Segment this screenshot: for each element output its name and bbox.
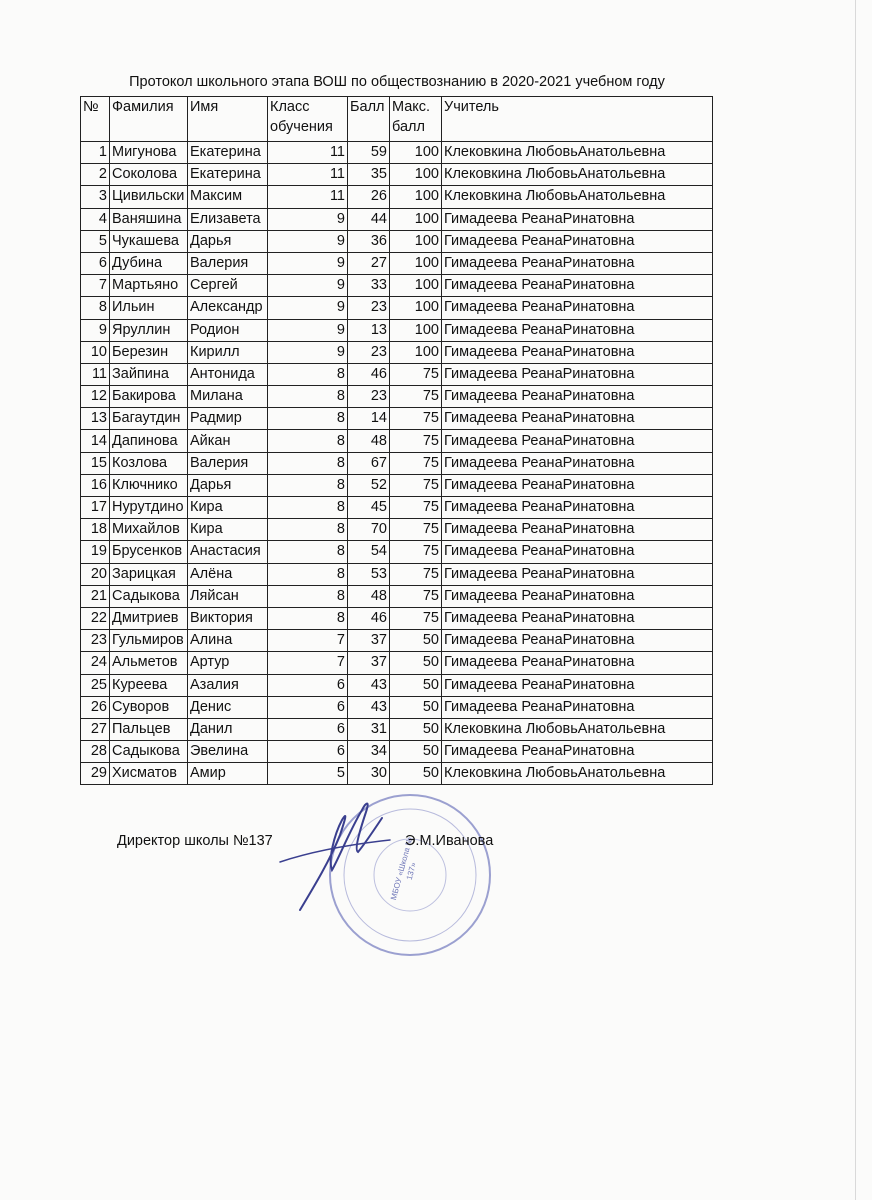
table-header-row	[81, 97, 713, 142]
first-name-cell: Денис	[188, 696, 268, 718]
first-name-cell: Дарья	[188, 230, 268, 252]
grade-cell: 8	[268, 452, 348, 474]
teacher-cell: Гимадеева РеанаРинатовна	[442, 674, 713, 696]
grade-cell: 7	[268, 652, 348, 674]
score-cell: 43	[348, 696, 390, 718]
row-number-cell: 19	[81, 541, 110, 563]
surname-cell: Садыкова	[110, 741, 188, 763]
surname-cell: Альметов	[110, 652, 188, 674]
max-score-cell: 75	[390, 519, 442, 541]
score-cell: 43	[348, 674, 390, 696]
max-score-cell: 100	[390, 186, 442, 208]
surname-cell: Зарицкая	[110, 563, 188, 585]
table-row	[81, 607, 713, 629]
row-number-cell: 20	[81, 563, 110, 585]
first-name-cell: Валерия	[188, 452, 268, 474]
row-number-cell: 23	[81, 630, 110, 652]
first-name-cell: Амир	[188, 763, 268, 785]
max-score-cell: 100	[390, 275, 442, 297]
row-number-cell: 10	[81, 341, 110, 363]
surname-cell: Козлова	[110, 452, 188, 474]
grade-cell: 9	[268, 341, 348, 363]
max-score-cell: 100	[390, 230, 442, 252]
surname-cell: Михайлов	[110, 519, 188, 541]
first-name-cell: Максим	[188, 186, 268, 208]
surname-cell: Березин	[110, 341, 188, 363]
row-number-cell: 1	[81, 142, 110, 164]
grade-cell: 8	[268, 497, 348, 519]
surname-cell: Ваняшина	[110, 208, 188, 230]
max-score-cell: 100	[390, 164, 442, 186]
max-score-cell: 75	[390, 474, 442, 496]
first-name-cell: Кира	[188, 519, 268, 541]
table-body	[81, 142, 713, 785]
surname-cell: Куреева	[110, 674, 188, 696]
table-row	[81, 319, 713, 341]
grade-cell: 6	[268, 696, 348, 718]
first-name-cell: Дарья	[188, 474, 268, 496]
row-number-cell: 8	[81, 297, 110, 319]
table-row	[81, 652, 713, 674]
grade-cell: 6	[268, 741, 348, 763]
director-name: Э.М.Иванова	[405, 833, 494, 849]
max-score-cell: 100	[390, 341, 442, 363]
max-score-cell: 50	[390, 741, 442, 763]
row-number-cell: 18	[81, 519, 110, 541]
grade-cell: 8	[268, 607, 348, 629]
teacher-cell: Клековкина ЛюбовьАнатольевна	[442, 164, 713, 186]
table-row	[81, 297, 713, 319]
teacher-cell: Гимадеева РеанаРинатовна	[442, 208, 713, 230]
max-score-cell: 75	[390, 452, 442, 474]
grade-cell: 11	[268, 142, 348, 164]
surname-cell: Дубина	[110, 252, 188, 274]
surname-cell: Зайпина	[110, 363, 188, 385]
surname-cell: Ильин	[110, 297, 188, 319]
max-score-cell: 50	[390, 630, 442, 652]
max-score-cell: 75	[390, 497, 442, 519]
score-cell: 31	[348, 718, 390, 740]
first-name-cell: Валерия	[188, 252, 268, 274]
max-score-cell: 75	[390, 585, 442, 607]
table-row	[81, 275, 713, 297]
row-number-cell: 21	[81, 585, 110, 607]
score-cell: 27	[348, 252, 390, 274]
teacher-cell: Гимадеева РеанаРинатовна	[442, 474, 713, 496]
table-row	[81, 541, 713, 563]
teacher-cell: Гимадеева РеанаРинатовна	[442, 563, 713, 585]
surname-cell: Дмитриев	[110, 607, 188, 629]
surname-cell: Гульмиров	[110, 630, 188, 652]
score-cell: 46	[348, 607, 390, 629]
score-cell: 67	[348, 452, 390, 474]
first-name-cell: Айкан	[188, 430, 268, 452]
max-score-cell: 75	[390, 408, 442, 430]
surname-cell: Цивильски	[110, 186, 188, 208]
max-score-cell: 100	[390, 319, 442, 341]
max-score-cell: 100	[390, 297, 442, 319]
table-row	[81, 164, 713, 186]
teacher-cell: Гимадеева РеанаРинатовна	[442, 630, 713, 652]
first-name-cell: Кирилл	[188, 341, 268, 363]
row-number-cell: 14	[81, 430, 110, 452]
teacher-cell: Гимадеева РеанаРинатовна	[442, 696, 713, 718]
score-cell: 13	[348, 319, 390, 341]
header-number: №	[81, 97, 110, 142]
grade-cell: 6	[268, 718, 348, 740]
director-signature	[270, 790, 410, 920]
surname-cell: Мигунова	[110, 142, 188, 164]
header-surname: Фамилия	[110, 97, 188, 142]
score-cell: 37	[348, 652, 390, 674]
first-name-cell: Кира	[188, 497, 268, 519]
row-number-cell: 26	[81, 696, 110, 718]
teacher-cell: Гимадеева РеанаРинатовна	[442, 607, 713, 629]
teacher-cell: Гимадеева РеанаРинатовна	[442, 341, 713, 363]
max-score-cell: 100	[390, 252, 442, 274]
teacher-cell: Гимадеева РеанаРинатовна	[442, 430, 713, 452]
row-number-cell: 16	[81, 474, 110, 496]
first-name-cell: Артур	[188, 652, 268, 674]
max-score-cell: 75	[390, 430, 442, 452]
first-name-cell: Екатерина	[188, 142, 268, 164]
surname-cell: Ключнико	[110, 474, 188, 496]
surname-cell: Дапинова	[110, 430, 188, 452]
max-score-cell: 50	[390, 718, 442, 740]
teacher-cell: Гимадеева РеанаРинатовна	[442, 585, 713, 607]
table-row	[81, 630, 713, 652]
teacher-cell: Гимадеева РеанаРинатовна	[442, 541, 713, 563]
first-name-cell: Антонида	[188, 363, 268, 385]
first-name-cell: Сергей	[188, 275, 268, 297]
surname-cell: Брусенков	[110, 541, 188, 563]
table-row	[81, 142, 713, 164]
score-cell: 53	[348, 563, 390, 585]
grade-cell: 9	[268, 252, 348, 274]
surname-cell: Яруллин	[110, 319, 188, 341]
teacher-cell: Гимадеева РеанаРинатовна	[442, 452, 713, 474]
teacher-cell: Клековкина ЛюбовьАнатольевна	[442, 718, 713, 740]
max-score-cell: 75	[390, 386, 442, 408]
grade-cell: 8	[268, 430, 348, 452]
max-score-cell: 75	[390, 363, 442, 385]
surname-cell: Садыкова	[110, 585, 188, 607]
row-number-cell: 17	[81, 497, 110, 519]
table-row	[81, 674, 713, 696]
first-name-cell: Елизавета	[188, 208, 268, 230]
grade-cell: 7	[268, 630, 348, 652]
teacher-cell: Гимадеева РеанаРинатовна	[442, 252, 713, 274]
first-name-cell: Данил	[188, 718, 268, 740]
first-name-cell: Родион	[188, 319, 268, 341]
score-cell: 45	[348, 497, 390, 519]
row-number-cell: 11	[81, 363, 110, 385]
score-cell: 14	[348, 408, 390, 430]
first-name-cell: Анастасия	[188, 541, 268, 563]
header-teacher: Учитель	[442, 97, 713, 142]
row-number-cell: 22	[81, 607, 110, 629]
scan-edge-line	[855, 0, 856, 1200]
first-name-cell: Александр	[188, 297, 268, 319]
score-cell: 52	[348, 474, 390, 496]
grade-cell: 8	[268, 563, 348, 585]
score-cell: 46	[348, 363, 390, 385]
grade-cell: 11	[268, 164, 348, 186]
stamp-text: МБОУ «Школа № 137»	[388, 836, 418, 902]
table-row	[81, 519, 713, 541]
score-cell: 37	[348, 630, 390, 652]
grade-cell: 5	[268, 763, 348, 785]
table-row	[81, 497, 713, 519]
max-score-cell: 50	[390, 674, 442, 696]
teacher-cell: Гимадеева РеанаРинатовна	[442, 319, 713, 341]
first-name-cell: Эвелина	[188, 741, 268, 763]
table-row	[81, 230, 713, 252]
grade-cell: 8	[268, 585, 348, 607]
header-score: Балл	[348, 97, 390, 142]
grade-cell: 9	[268, 208, 348, 230]
row-number-cell: 25	[81, 674, 110, 696]
grade-cell: 9	[268, 297, 348, 319]
score-cell: 23	[348, 297, 390, 319]
surname-cell: Бакирова	[110, 386, 188, 408]
surname-cell: Мартьяно	[110, 275, 188, 297]
surname-cell: Багаутдин	[110, 408, 188, 430]
table-row	[81, 585, 713, 607]
max-score-cell: 100	[390, 142, 442, 164]
grade-cell: 8	[268, 363, 348, 385]
table-row	[81, 474, 713, 496]
table-row	[81, 341, 713, 363]
table-row	[81, 252, 713, 274]
row-number-cell: 15	[81, 452, 110, 474]
teacher-cell: Клековкина ЛюбовьАнатольевна	[442, 186, 713, 208]
grade-cell: 9	[268, 230, 348, 252]
max-score-cell: 50	[390, 696, 442, 718]
row-number-cell: 5	[81, 230, 110, 252]
table-row	[81, 763, 713, 785]
first-name-cell: Виктория	[188, 607, 268, 629]
score-cell: 34	[348, 741, 390, 763]
page-title: Протокол школьного этапа ВОШ по обществознанию в 2020-2021 учебном году	[129, 74, 665, 90]
table-row	[81, 452, 713, 474]
first-name-cell: Алёна	[188, 563, 268, 585]
table-row	[81, 696, 713, 718]
teacher-cell: Гимадеева РеанаРинатовна	[442, 652, 713, 674]
table-row	[81, 563, 713, 585]
table-row	[81, 386, 713, 408]
row-number-cell: 24	[81, 652, 110, 674]
header-name: Имя	[188, 97, 268, 142]
first-name-cell: Милана	[188, 386, 268, 408]
score-cell: 59	[348, 142, 390, 164]
table-row	[81, 408, 713, 430]
surname-cell: Нурутдино	[110, 497, 188, 519]
score-cell: 35	[348, 164, 390, 186]
row-number-cell: 12	[81, 386, 110, 408]
grade-cell: 8	[268, 541, 348, 563]
max-score-cell: 75	[390, 607, 442, 629]
surname-cell: Хисматов	[110, 763, 188, 785]
table-row	[81, 208, 713, 230]
teacher-cell: Гимадеева РеанаРинатовна	[442, 297, 713, 319]
row-number-cell: 27	[81, 718, 110, 740]
grade-cell: 8	[268, 408, 348, 430]
first-name-cell: Алина	[188, 630, 268, 652]
score-cell: 36	[348, 230, 390, 252]
max-score-cell: 100	[390, 208, 442, 230]
director-label: Директор школы №137	[117, 833, 273, 849]
table-row	[81, 430, 713, 452]
score-cell: 48	[348, 430, 390, 452]
first-name-cell: Радмир	[188, 408, 268, 430]
score-cell: 30	[348, 763, 390, 785]
table-row	[81, 741, 713, 763]
row-number-cell: 2	[81, 164, 110, 186]
score-cell: 23	[348, 386, 390, 408]
grade-cell: 8	[268, 519, 348, 541]
teacher-cell: Гимадеева РеанаРинатовна	[442, 408, 713, 430]
score-cell: 44	[348, 208, 390, 230]
row-number-cell: 4	[81, 208, 110, 230]
grade-cell: 9	[268, 275, 348, 297]
grade-cell: 9	[268, 319, 348, 341]
teacher-cell: Гимадеева РеанаРинатовна	[442, 497, 713, 519]
first-name-cell: Ляйсан	[188, 585, 268, 607]
surname-cell: Пальцев	[110, 718, 188, 740]
header-max-score: Макс. балл	[390, 97, 442, 142]
row-number-cell: 6	[81, 252, 110, 274]
max-score-cell: 75	[390, 563, 442, 585]
row-number-cell: 29	[81, 763, 110, 785]
max-score-cell: 50	[390, 652, 442, 674]
first-name-cell: Екатерина	[188, 164, 268, 186]
row-number-cell: 3	[81, 186, 110, 208]
surname-cell: Соколова	[110, 164, 188, 186]
results-table	[80, 96, 713, 785]
teacher-cell: Гимадеева РеанаРинатовна	[442, 741, 713, 763]
max-score-cell: 50	[390, 763, 442, 785]
row-number-cell: 28	[81, 741, 110, 763]
row-number-cell: 13	[81, 408, 110, 430]
score-cell: 54	[348, 541, 390, 563]
score-cell: 48	[348, 585, 390, 607]
grade-cell: 11	[268, 186, 348, 208]
row-number-cell: 7	[81, 275, 110, 297]
row-number-cell: 9	[81, 319, 110, 341]
grade-cell: 8	[268, 386, 348, 408]
teacher-cell: Гимадеева РеанаРинатовна	[442, 230, 713, 252]
surname-cell: Чукашева	[110, 230, 188, 252]
teacher-cell: Гимадеева РеанаРинатовна	[442, 386, 713, 408]
header-grade: Класс обучения	[268, 97, 348, 142]
table-row	[81, 363, 713, 385]
score-cell: 23	[348, 341, 390, 363]
surname-cell: Суворов	[110, 696, 188, 718]
grade-cell: 6	[268, 674, 348, 696]
teacher-cell: Гимадеева РеанаРинатовна	[442, 275, 713, 297]
teacher-cell: Клековкина ЛюбовьАнатольевна	[442, 142, 713, 164]
grade-cell: 8	[268, 474, 348, 496]
teacher-cell: Клековкина ЛюбовьАнатольевна	[442, 763, 713, 785]
first-name-cell: Азалия	[188, 674, 268, 696]
table-row	[81, 718, 713, 740]
score-cell: 26	[348, 186, 390, 208]
teacher-cell: Гимадеева РеанаРинатовна	[442, 363, 713, 385]
score-cell: 70	[348, 519, 390, 541]
table-row	[81, 186, 713, 208]
teacher-cell: Гимадеева РеанаРинатовна	[442, 519, 713, 541]
score-cell: 33	[348, 275, 390, 297]
max-score-cell: 75	[390, 541, 442, 563]
